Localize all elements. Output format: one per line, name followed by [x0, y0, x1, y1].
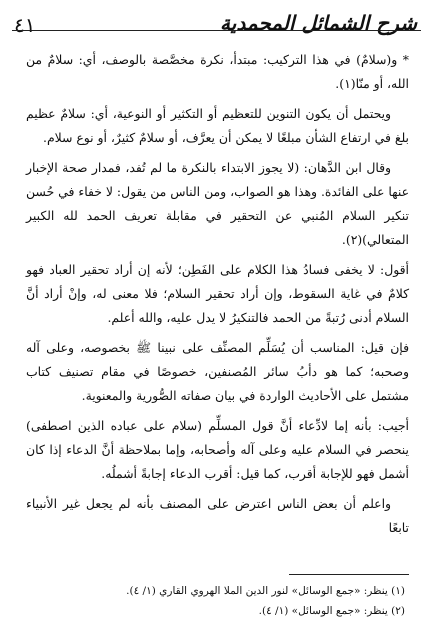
footnote-1: (١) ينظر: «جمع الوسائل» لنور الدين الملا الهروي القاري (١/ ٤). — [126, 585, 405, 597]
paragraph-1: * و(سلامٌ) في هذا التركيب: مبتدأ، نكرة مخصَّصة بالوصف، أي: سلامٌ من الله، أو منّا(١). — [26, 52, 409, 91]
running-title: شرح الشمائل المحمدية — [220, 11, 417, 35]
page-header — [12, 10, 421, 40]
main-text — [26, 48, 409, 540]
paragraph-4: أقول: لا يخفى فسادُ هذا الكلام على الفَطِن؛ لأنه إن أراد تحقير العباد فهو كلامٌ في غاية السقوط، وإن أراد تحقير السلام؛ فلا معنى له، وإنْ أراد أنَّ السلام أدنى رُتبةً من الحمد فالتنكيرُ لا يدل عليه، والله أعلم. — [26, 262, 409, 325]
paragraph-5: فإن قيل: المناسب أن يُسَلِّم المصنِّف على نبينا ﷺ بخصوصه، وعلى آله وصحبه؛ كما هو دأبُ سائر المُصنفين، خصوصًا في مقام تصنيف كتاب مشتمل على الأحاديث الواردة في بيان صفاته الصُّورية والمعنوية. — [26, 340, 409, 403]
paragraph-6: أجيب: بأنه إما لادِّعاء أنَّ قول المسلِّم (سلام على عباده الذين اصطفى) ينحصر في السلام عليه وعلى آله وأصحابه، وإما بملاحظة أنَّ الدعاء إذا كان أشمل فهو للإجابة أقرب، كما قيل: أقرب الدعاء إجابةً أشملُه. — [26, 418, 409, 481]
header-rule — [12, 30, 421, 31]
footnote-2: (٢) ينظر: «جمع الوسائل» (١/ ٤). — [258, 605, 405, 617]
paragraph-2: ويحتمل أن يكون التنوين للتعظيم أو التكثير أو النوعية، أي: سلامٌ عظيم بلغ في ارتفاع الشأن مبلغًا لا يمكن أن يعرَّف، أو سلامٌ كثيرٌ، أو نوع سلام. — [26, 106, 409, 145]
paragraph-7: واعلم أن بعض الناس اعترض على المصنف بأنه لم يجعل غير الأنبياء تابعًا — [26, 496, 409, 535]
page-number: ٤١ — [14, 13, 36, 37]
footnote-rule — [289, 574, 409, 575]
footnotes — [26, 581, 405, 621]
paragraph-3: وقال ابن الدَّهان: (لا يجوز الابتداء بالنكرة ما لم تُفد، فمدار صحة الإخبار عنها على الفائدة. وهذا هو الصواب، ومن الناس من يقول: لا خفاء في حُسن تنكير السلام المُنبي عن التحقير في مقابلة تعريف الحمد لله الكبير المتعالي)(٢). — [26, 160, 409, 247]
